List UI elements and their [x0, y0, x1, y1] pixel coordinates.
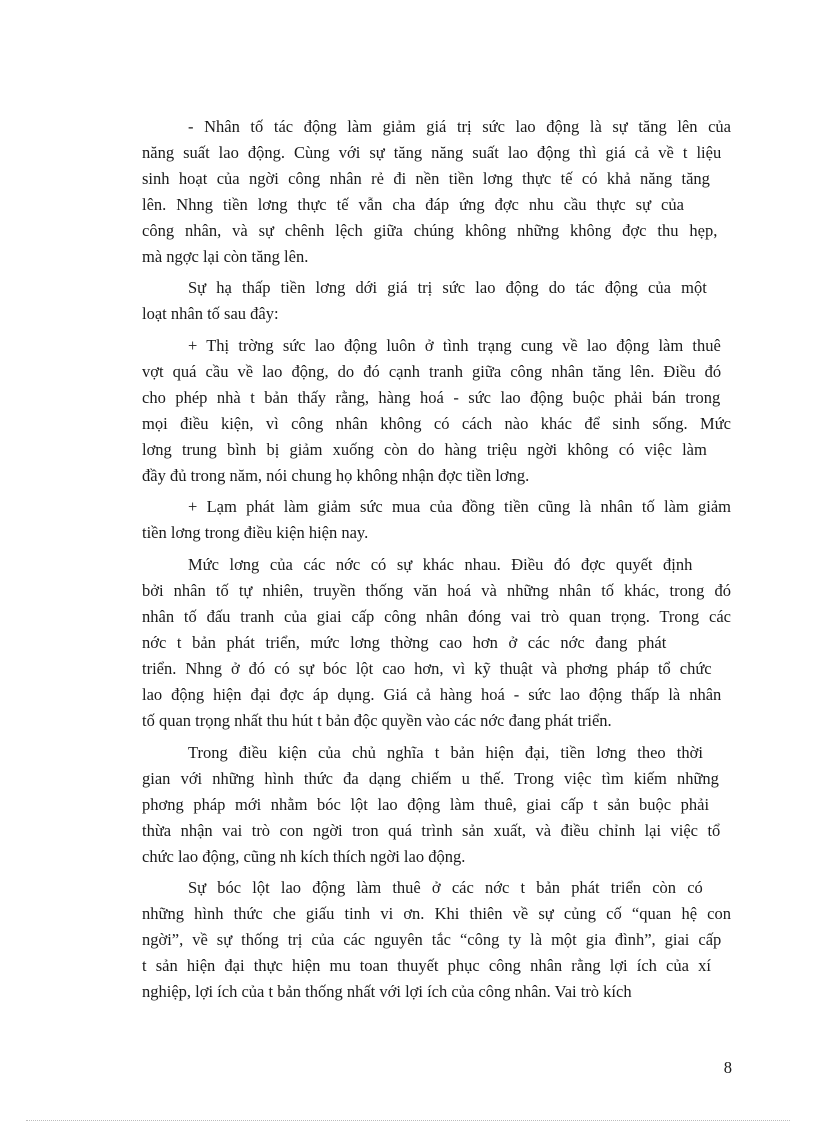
- page-number: 8: [723, 1058, 732, 1077]
- text-line: vợt quá cầu về lao động, do đó cạnh tranh giữa công nhân tăng lên. Điều đó: [142, 362, 722, 381]
- text-line: triển. Nhng ở đó có sự bóc lột cao hơn, vì kỹ thuật và phơng pháp tổ chức: [142, 659, 712, 678]
- text-line: - Nhân tố tác động làm giảm giá trị sức lao động là sự tăng lên của: [188, 117, 731, 136]
- text-line: gian với những hình thức đa dạng chiếm u thế. Trong việc tìm kiếm những: [142, 769, 719, 788]
- text-line: nớc t bản phát triển, mức lơng thờng cao hơn ở các nớc đang phát: [142, 633, 667, 652]
- text-line: chức lao động, cũng nh kích thích ngời lao động.: [142, 847, 466, 866]
- text-line: công nhân, và sự chênh lệch giữa chúng không những không đợc thu hẹp,: [142, 221, 718, 240]
- text-line: ngời”, về sự thống trị của các nguyên tắc “công ty là một gia đình”, giai cấp: [142, 930, 722, 949]
- text-line: những hình thức che giấu tinh vi ơn. Khi thiên về sự củng cố “quan hệ con: [142, 904, 731, 923]
- text-line: lên. Nhng tiền lơng thực tế vẫn cha đáp ứng đợc nhu cầu thực sự của: [142, 195, 684, 214]
- text-line: cho phép nhà t bản thấy rằng, hàng hoá - sức lao động buộc phải bán trong: [142, 388, 721, 407]
- text-line: lao động hiện đại đợc áp dụng. Giá cả hàng hoá - sức lao động thấp là nhân: [142, 685, 722, 704]
- text-line: + Lạm phát làm giảm sức mua của đồng tiền cũng là nhân tố làm giảm: [188, 497, 731, 516]
- text-line: thừa nhận vai trò con ngời tron quá trình sản xuất, và điều chỉnh lại việc tổ: [142, 821, 721, 840]
- text-line: + Thị trờng sức lao động luôn ở tình trạng cung về lao động làm thuê: [188, 336, 721, 355]
- text-line: bởi nhân tố tự nhiên, truyền thống văn hoá và những nhân tố khác, trong đó: [142, 581, 731, 600]
- text-line: nghiệp, lợi ích của t bản thống nhất với lợi ích của công nhân. Vai trò kích: [142, 982, 632, 1001]
- text-line: năng suất lao động. Cùng với sự tăng năng suất lao động thì giá cả về t liệu: [142, 143, 722, 162]
- text-line: mọi điều kiện, vì công nhân không có cách nào khác để sinh sống. Mức: [142, 414, 731, 433]
- text-line: tố quan trọng nhất thu hút t bản độc quyền vào các nớc đang phát triển.: [142, 711, 612, 730]
- text-line: tiền lơng trong điều kiện hiện nay.: [142, 523, 369, 542]
- text-line: phơng pháp mới nhằm bóc lột lao động làm thuê, giai cấp t sản buộc phải: [142, 795, 710, 814]
- text-line: Trong điều kiện của chủ nghĩa t bản hiện đại, tiền lơng theo thời: [188, 743, 703, 762]
- text-line: mà ngợc lại còn tăng lên.: [142, 247, 309, 266]
- text-line: lơng trung bình bị giảm xuống còn do hàng triệu ngời không có việc làm: [142, 440, 707, 459]
- text-line: loạt nhân tố sau đây:: [142, 304, 279, 323]
- text-line: t sản hiện đại thực hiện mu toan thuyết phục công nhân rằng lợi ích của xí: [142, 956, 711, 975]
- text-line: sinh hoạt của ngời công nhân rẻ đi nền tiền lơng thực tế có khả năng tăng: [142, 169, 710, 188]
- text-line: đầy đủ trong năm, nói chung họ không nhận đợc tiền lơng.: [142, 466, 530, 485]
- page-bottom-divider: [26, 1120, 790, 1121]
- text-line: Sự bóc lột lao động làm thuê ở các nớc t bản phát triển còn có: [188, 878, 703, 897]
- text-line: nhân tố đấu tranh của giai cấp công nhân đóng vai trò quan trọng. Trong các: [142, 607, 731, 626]
- text-line: Mức lơng của các nớc có sự khác nhau. Điều đó đợc quyết định: [188, 555, 693, 574]
- text-line: Sự hạ thấp tiền lơng dới giá trị sức lao động do tác động của một: [188, 278, 707, 297]
